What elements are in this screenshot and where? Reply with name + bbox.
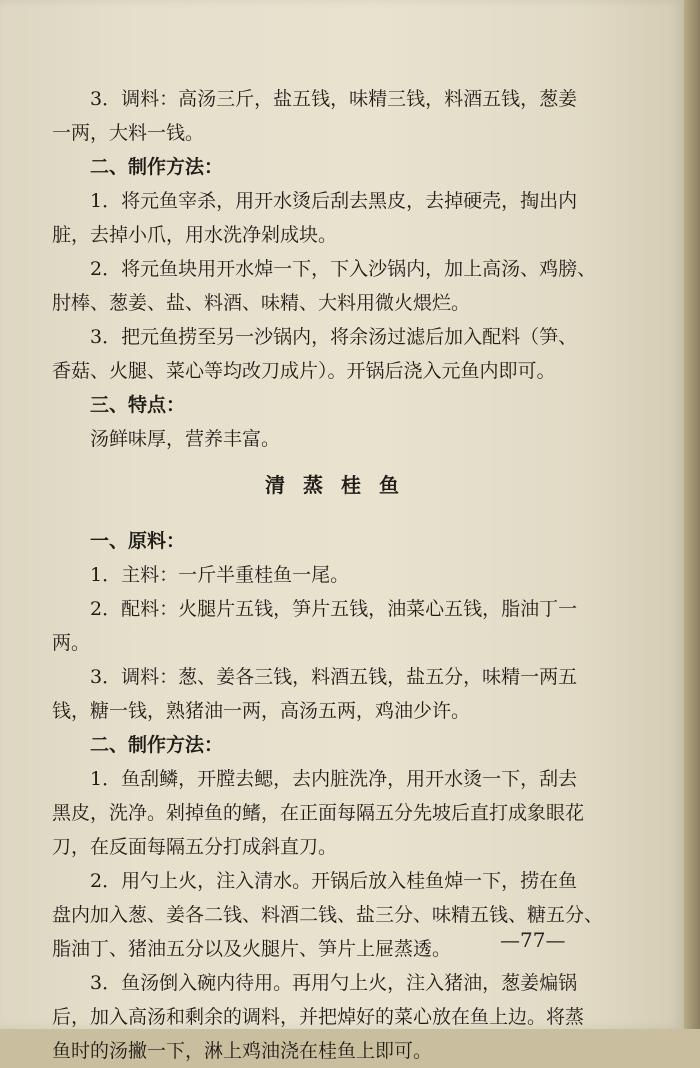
text-line: 2．将元鱼块用开水焯一下，下入沙锅内，加上高汤、鸡膀、 (90, 258, 597, 280)
section-heading: 二、制作方法： (90, 734, 224, 756)
text-line: 3．把元鱼捞至另一沙锅内，将余汤过滤后加入配料（笋、 (90, 326, 578, 348)
recipe-title: 清蒸桂鱼 (265, 473, 417, 497)
text-line: 2．配料：火腿片五钱，笋片五钱，油菜心五钱，脂油丁一 (90, 598, 578, 620)
text-line: 后，加入高汤和剩余的调料，并把焯好的菜心放在鱼上边。将蒸 (52, 1006, 585, 1028)
text-line: 1．将元鱼宰杀，用开水烫后刮去黑皮，去掉硬壳，掏出内 (90, 190, 578, 212)
text-line: 两。 (52, 632, 91, 654)
text-line: 脏，去掉小爪，用水洗净剁成块。 (52, 224, 338, 246)
text-line: 鱼时的汤撇一下，淋上鸡油浇在桂鱼上即可。 (52, 1040, 433, 1062)
text-line: 1．鱼刮鳞，开膛去鳃，去内脏洗净，用开水烫一下，刮去 (90, 768, 578, 790)
spacer (52, 514, 612, 524)
text-line: 3．调料：葱、姜各三钱，料酒五钱，盐五分，味精一两五 (90, 666, 578, 688)
book-spine-edge (684, 0, 700, 1029)
text-line: 香菇、火腿、菜心等均改刀成片）。开锅后浇入元鱼内即可。 (52, 360, 556, 382)
page-number: —77— (500, 928, 566, 952)
text-line: 3．调料：高汤三斤，盐五钱，味精三钱，料酒五钱，葱姜 (90, 88, 578, 110)
text-line: 3．鱼汤倒入碗内待用。再用勺上火，注入猪油，葱姜煸锅 (90, 972, 578, 994)
text-line: 脂油丁、猪油五分以及火腿片、笋片上屉蒸透。 (52, 938, 452, 960)
text-line: 2．用勺上火，注入清水。开锅后放入桂鱼焯一下，捞在鱼 (90, 870, 578, 892)
section-heading: 二、制作方法： (90, 156, 224, 178)
text-line: 刀，在反面每隔五分打成斜直刀。 (52, 836, 338, 858)
text-line: 黑皮，洗净。剁掉鱼的鳍，在正面每隔五分先坡后直打成象眼花 (52, 802, 585, 824)
section-heading: 一、原料： (90, 530, 186, 552)
text-line: 盘内加入葱、姜各二钱、料酒二钱、盐三分、味精五钱、糖五分、 (52, 904, 604, 926)
text-line: 肘棒、葱姜、盐、料酒、味精、大料用微火煨烂。 (52, 292, 471, 314)
text-line: 1．主料：一斤半重桂鱼一尾。 (90, 564, 350, 586)
section-heading: 三、特点： (90, 394, 186, 416)
text-line: 一两，大料一钱。 (52, 122, 205, 144)
text-line: 汤鲜味厚，营养丰富。 (90, 428, 281, 450)
page-content (52, 82, 612, 1068)
text-line: 钱，糖一钱，熟猪油一两，高汤五两，鸡油少许。 (52, 700, 471, 722)
